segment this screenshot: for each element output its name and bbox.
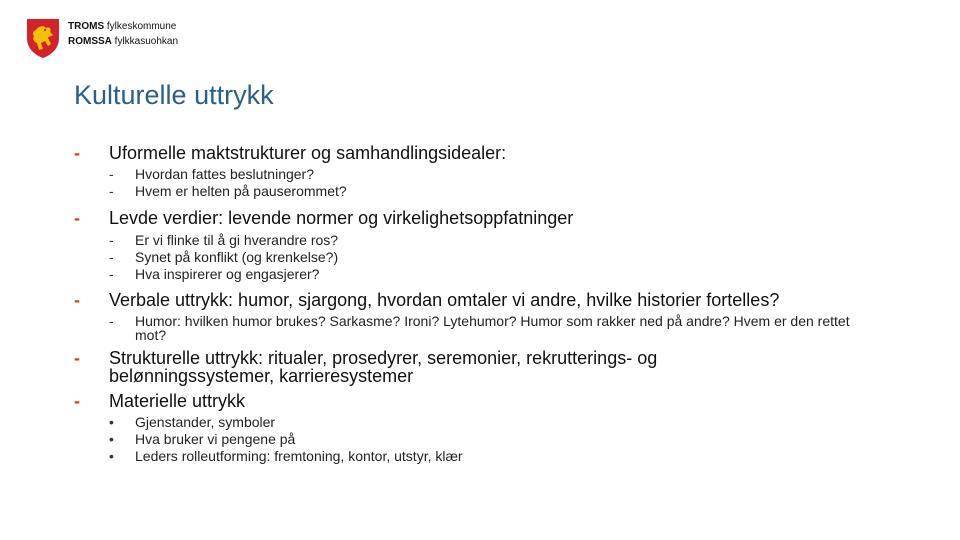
sub-item: - Er vi flinke til å gi hverandre ros? (109, 232, 339, 248)
sub-list (109, 232, 934, 283)
slide-title: Kulturelle uttrykk (74, 80, 274, 110)
sub-item: - Humor: hvilken humor brukes? Sarkasme? Ironi? Lytehumor? Humor som rakker ned på andre? Hvem er den rettet mot? (109, 313, 850, 343)
sub-item: • Gjenstander, symboler (109, 414, 276, 430)
sub-list (109, 166, 934, 200)
bullet-item (74, 144, 934, 162)
bullet-text: Uformelle maktstrukturer og samhandlingsidealer: (109, 143, 507, 163)
bullet-marker: - (74, 348, 80, 368)
bullet-item (74, 392, 934, 410)
sub-item: - Hvem er helten på pauserommet? (109, 183, 347, 199)
sub-item: - Hvordan fattes beslutninger? (109, 166, 314, 182)
bullet-item (74, 349, 769, 385)
sub-item: - Hva inspirerer og engasjerer? (109, 266, 320, 282)
sub-item: • Hva bruker vi pengene på (109, 431, 296, 447)
bullet-text: Verbale uttrykk: humor, sjargong, hvordan omtaler vi andre, hvilke historier fortelles? (109, 290, 780, 310)
bullet-marker: - (74, 290, 80, 310)
bullet-text: Strukturelle uttrykk: ritualer, prosedyrer, seremonier, rekrutterings- og belønningssystemer, karrieresystemer (109, 348, 658, 386)
sub-item: - Synet på konflikt (og krenkelse?) (109, 249, 339, 265)
bullet-marker: - (74, 143, 80, 163)
bullet-item (74, 209, 934, 227)
bullet-text: Materielle uttrykk (109, 391, 246, 411)
troms-coat-of-arms-icon (24, 16, 62, 60)
logo (24, 16, 184, 60)
bullet-marker: - (74, 208, 80, 228)
bullet-text: Levde verdier: levende normer og virkelighetsoppfatninger (109, 208, 574, 228)
org-line-2: ROMSSA fylkkasuohkan (68, 36, 179, 47)
sub-item: • Leders rolleutforming: fremtoning, kontor, utstyr, klær (109, 448, 463, 464)
org-line-1: TROMS fylkeskommune (68, 21, 177, 32)
sub-list (109, 314, 869, 342)
bullet-item (74, 291, 934, 309)
organization-name (68, 19, 178, 49)
slide-content (74, 144, 934, 465)
sub-list (109, 414, 934, 465)
bullet-marker: - (74, 391, 80, 411)
